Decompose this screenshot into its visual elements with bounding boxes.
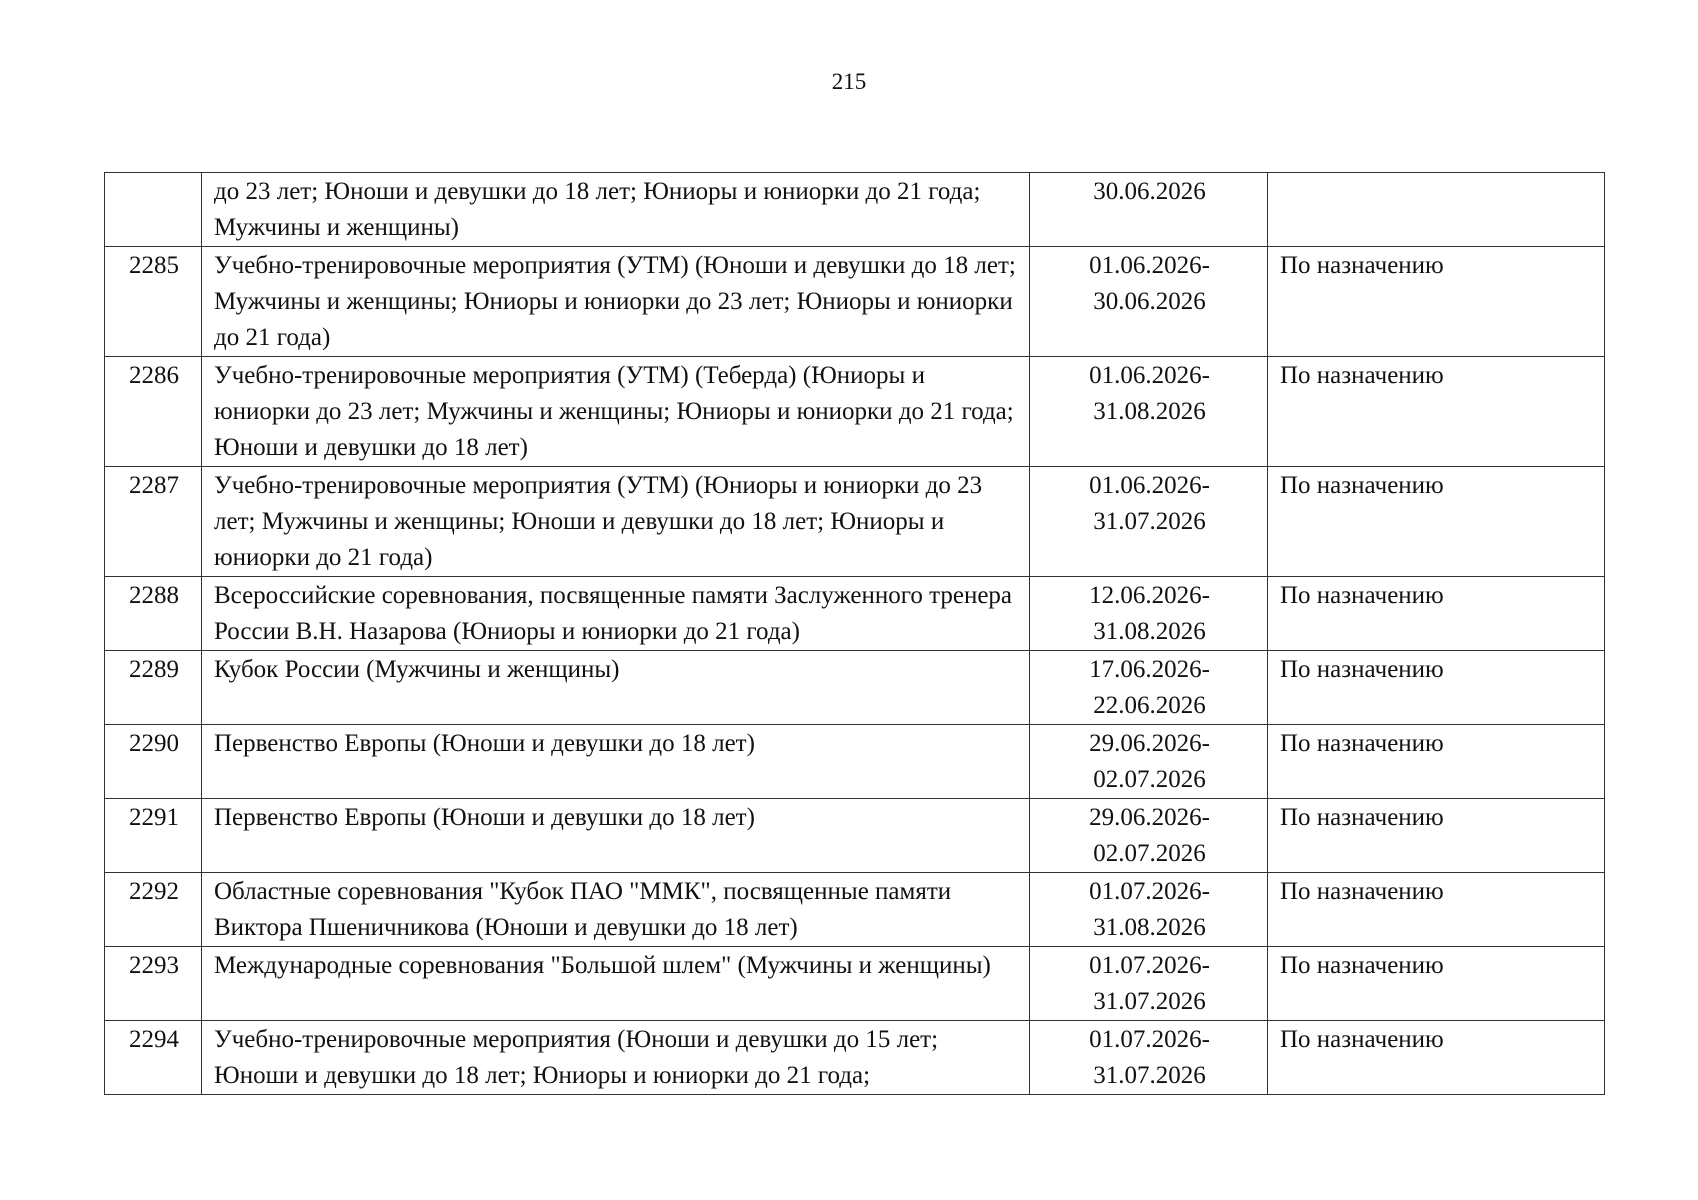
table-row	[105, 577, 1605, 651]
date-end: 02.07.2026	[1093, 840, 1206, 867]
date-end: 31.07.2026	[1093, 988, 1206, 1015]
event-name: до 23 лет; Юноши и девушки до 18 лет; Юниоры и юниорки до 21 года; Мужчины и женщины)	[202, 173, 1030, 247]
event-dates	[1030, 873, 1268, 947]
table-row	[105, 725, 1605, 799]
event-place: По назначению	[1268, 357, 1605, 467]
date-start: 12.06.2026-	[1089, 582, 1210, 609]
date-start: 01.06.2026-	[1089, 362, 1210, 389]
table-row	[105, 873, 1605, 947]
event-name: Международные соревнования "Большой шлем" (Мужчины и женщины)	[202, 947, 1030, 1021]
event-name: Учебно-тренировочные мероприятия (УТМ) (Юноши и девушки до 18 лет; Мужчины и женщины; Юниоры и юниорки до 23 лет; Юниоры и юниорки до 21 года)	[202, 247, 1030, 357]
row-number: 2293	[105, 947, 202, 1021]
date-start: 29.06.2026-	[1089, 804, 1210, 831]
event-dates	[1030, 467, 1268, 577]
date-end: 30.06.2026	[1093, 288, 1206, 315]
date-end: 31.07.2026	[1093, 1062, 1206, 1089]
event-name: Кубок России (Мужчины и женщины)	[202, 651, 1030, 725]
events-table-body	[105, 173, 1605, 1095]
row-number: 2292	[105, 873, 202, 947]
event-dates	[1030, 1021, 1268, 1095]
date-end: 31.08.2026	[1093, 398, 1206, 425]
event-dates	[1030, 799, 1268, 873]
date-start: 29.06.2026-	[1089, 730, 1210, 757]
table-row	[105, 651, 1605, 725]
date-start: 01.07.2026-	[1089, 952, 1210, 979]
table-row	[105, 947, 1605, 1021]
row-number: 2291	[105, 799, 202, 873]
events-table	[104, 172, 1605, 1095]
row-number: 2286	[105, 357, 202, 467]
date-end: 31.08.2026	[1093, 914, 1206, 941]
event-dates	[1030, 725, 1268, 799]
row-number: 2290	[105, 725, 202, 799]
event-place: По назначению	[1268, 247, 1605, 357]
row-number: 2285	[105, 247, 202, 357]
date-start: 01.06.2026-	[1089, 472, 1210, 499]
date-end: 30.06.2026	[1093, 178, 1206, 205]
event-place: По назначению	[1268, 577, 1605, 651]
table-row	[105, 467, 1605, 577]
event-name: Первенство Европы (Юноши и девушки до 18 лет)	[202, 799, 1030, 873]
date-end: 02.07.2026	[1093, 766, 1206, 793]
event-dates	[1030, 247, 1268, 357]
event-place: По назначению	[1268, 873, 1605, 947]
event-place: По назначению	[1268, 725, 1605, 799]
event-place: По назначению	[1268, 651, 1605, 725]
row-number: 2287	[105, 467, 202, 577]
event-dates	[1030, 357, 1268, 467]
page-number: 215	[831, 69, 867, 94]
event-name: Учебно-тренировочные мероприятия (УТМ) (Юниоры и юниорки до 23 лет; Мужчины и женщины; Юноши и девушки до 18 лет; Юниоры и юниорки до 21 года)	[202, 467, 1030, 577]
date-end: 31.08.2026	[1093, 618, 1206, 645]
event-dates	[1030, 577, 1268, 651]
date-start: 17.06.2026-	[1089, 656, 1210, 683]
event-name: Областные соревнования "Кубок ПАО "ММК", посвященные памяти Виктора Пшеничникова (Юноши и девушки до 18 лет)	[202, 873, 1030, 947]
date-start: 01.06.2026-	[1089, 252, 1210, 279]
event-dates	[1030, 947, 1268, 1021]
table-row	[105, 173, 1605, 247]
row-number	[105, 173, 202, 247]
date-start: 01.07.2026-	[1089, 1026, 1210, 1053]
event-name: Первенство Европы (Юноши и девушки до 18 лет)	[202, 725, 1030, 799]
row-number: 2294	[105, 1021, 202, 1095]
table-row	[105, 799, 1605, 873]
event-place	[1268, 173, 1605, 247]
row-number: 2289	[105, 651, 202, 725]
event-name: Всероссийские соревнования, посвященные памяти Заслуженного тренера России В.Н. Назарова (Юниоры и юниорки до 21 года)	[202, 577, 1030, 651]
date-end: 31.07.2026	[1093, 508, 1206, 535]
row-number: 2288	[105, 577, 202, 651]
event-place: По назначению	[1268, 467, 1605, 577]
date-end: 22.06.2026	[1093, 692, 1206, 719]
event-name: Учебно-тренировочные мероприятия (Юноши и девушки до 15 лет; Юноши и девушки до 18 лет; Юниоры и юниорки до 21 года;	[202, 1021, 1030, 1095]
event-name: Учебно-тренировочные мероприятия (УТМ) (Теберда) (Юниоры и юниорки до 23 лет; Мужчины и женщины; Юниоры и юниорки до 21 года; Юноши и девушки до 18 лет)	[202, 357, 1030, 467]
table-row	[105, 247, 1605, 357]
event-place: По назначению	[1268, 1021, 1605, 1095]
table-row	[105, 1021, 1605, 1095]
event-dates	[1030, 651, 1268, 725]
date-start: 01.07.2026-	[1089, 878, 1210, 905]
event-place: По назначению	[1268, 947, 1605, 1021]
table-row	[105, 357, 1605, 467]
event-dates	[1030, 173, 1268, 247]
event-place: По назначению	[1268, 799, 1605, 873]
